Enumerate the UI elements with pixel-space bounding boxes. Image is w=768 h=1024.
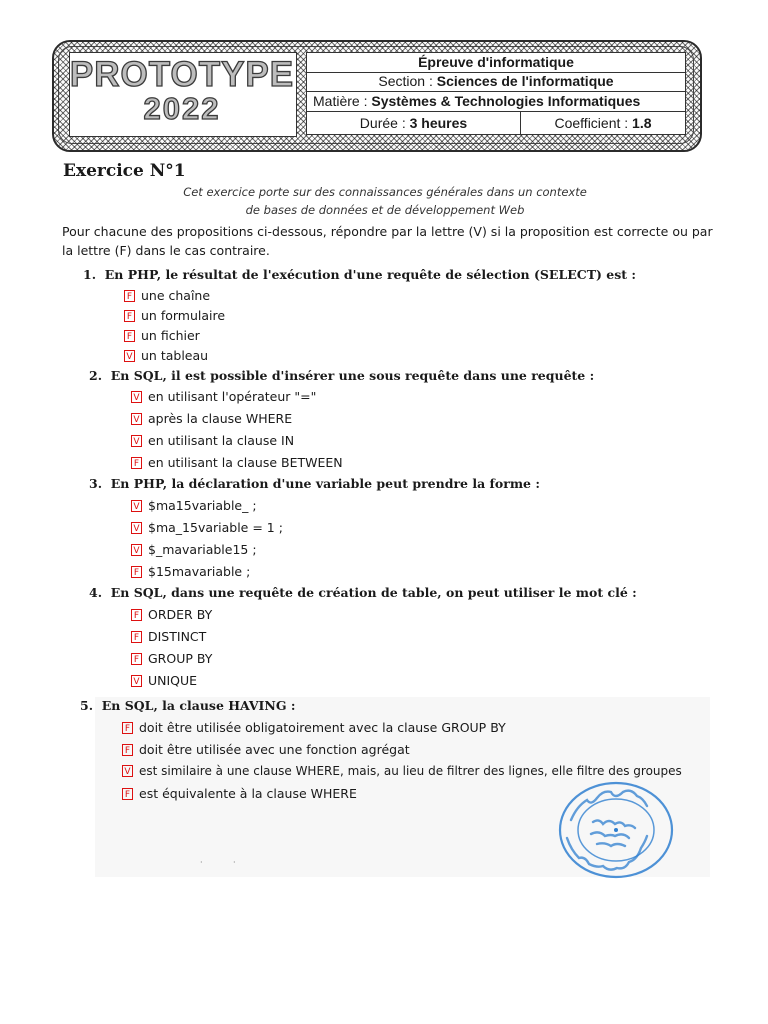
option-2-3 <box>131 433 294 448</box>
option-5-3 <box>122 764 682 778</box>
answer-box[interactable]: V <box>131 544 142 556</box>
matiere-value: Systèmes & Technologies Informatiques <box>371 93 641 109</box>
question-1 <box>83 267 636 282</box>
option-text: est similaire à une clause WHERE, mais, au lieu de filtrer des lignes, elle filtre des groupes <box>139 764 682 778</box>
option-4-3 <box>131 651 212 666</box>
option-2-4 <box>131 455 343 470</box>
question-text: En PHP, le résultat de l'exécution d'une requête de sélection (SELECT) est : <box>104 267 637 282</box>
question-text: En SQL, la clause HAVING : <box>101 698 296 713</box>
option-text: ORDER BY <box>148 607 213 622</box>
question-number: 5. <box>80 698 94 713</box>
option-4-4 <box>131 673 197 688</box>
duree-label: Durée : <box>359 115 410 131</box>
option-text: UNIQUE <box>148 673 198 688</box>
option-text: $ma15variable_ ; <box>148 498 257 513</box>
answer-box[interactable]: F <box>131 653 142 665</box>
answer-box[interactable]: F <box>124 310 135 322</box>
answer-box[interactable]: V <box>131 413 142 425</box>
answer-box[interactable]: F <box>131 609 142 621</box>
option-text: $15mavariable ; <box>148 564 251 579</box>
section-value: Sciences de l'informatique <box>436 73 614 89</box>
instruction-line1: Pour chacune des propositions ci-dessous, répondre par la lettre (V) si la proposition est correcte ou par <box>62 224 713 239</box>
option-4-1 <box>131 607 212 622</box>
question-2 <box>89 368 594 383</box>
option-text: en utilisant l'opérateur "=" <box>148 389 317 404</box>
option-1-1 <box>124 288 210 303</box>
option-1-3 <box>124 328 200 343</box>
question-number: 2. <box>89 368 103 383</box>
answer-box[interactable]: V <box>122 765 133 777</box>
question-4 <box>89 585 637 600</box>
option-3-2 <box>131 520 283 535</box>
section-label: Section : <box>378 73 437 89</box>
instruction-line2: la lettre (F) dans le cas contraire. <box>62 243 270 258</box>
answer-box[interactable]: F <box>124 290 135 302</box>
exam-info-table <box>306 52 686 135</box>
answer-box[interactable]: F <box>131 631 142 643</box>
answer-box[interactable]: V <box>131 522 142 534</box>
option-text: en utilisant la clause IN <box>148 433 295 448</box>
option-text: en utilisant la clause BETWEEN <box>148 455 343 470</box>
option-text: est équivalente à la clause WHERE <box>139 786 357 801</box>
question-number: 3. <box>89 476 103 491</box>
coefficient-label: Coefficient : <box>554 115 633 131</box>
answer-box[interactable]: F <box>122 788 133 800</box>
option-2-2 <box>131 411 292 426</box>
exam-title: Épreuve d'informatique <box>307 53 685 73</box>
option-3-3 <box>131 542 257 557</box>
answer-box[interactable]: F <box>131 566 142 578</box>
exercise-intro-line2: de bases de données et de développement Web <box>245 203 525 217</box>
answer-box[interactable]: F <box>122 744 133 756</box>
option-text: un tableau <box>141 348 209 363</box>
duree-cell <box>307 112 521 134</box>
answer-box[interactable]: F <box>131 457 142 469</box>
exercise-intro-line1: Cet exercice porte sur des connaissances générales dans un contexte <box>183 185 587 199</box>
answer-box[interactable]: V <box>131 391 142 403</box>
question-number: 4. <box>89 585 103 600</box>
section-row <box>307 72 685 92</box>
option-1-4 <box>124 348 208 363</box>
answer-box[interactable]: F <box>124 330 135 342</box>
question-number: 1. <box>83 267 97 282</box>
option-5-1 <box>122 720 506 735</box>
question-text: En SQL, il est possible d'insérer une sous requête dans une requête : <box>110 368 595 383</box>
matiere-label: Matière : <box>313 93 372 109</box>
prototype-title: PROTOTYPE <box>69 55 295 94</box>
option-text: $ma_15variable = 1 ; <box>148 520 283 535</box>
question-text: En SQL, dans une requête de création de table, on peut utiliser le mot clé : <box>110 585 637 600</box>
official-stamp <box>557 780 675 880</box>
matiere-row <box>307 91 685 112</box>
option-3-1 <box>131 498 257 513</box>
question-5 <box>80 698 295 713</box>
option-4-2 <box>131 629 206 644</box>
question-text: En PHP, la déclaration d'une variable peut prendre la forme : <box>110 476 540 491</box>
duree-coef-row <box>307 112 685 134</box>
answer-box[interactable]: V <box>131 500 142 512</box>
coefficient-cell <box>521 112 685 134</box>
option-5-4 <box>122 786 357 801</box>
option-text: après la clause WHERE <box>148 411 293 426</box>
answer-box[interactable]: F <box>122 722 133 734</box>
option-text: un formulaire <box>141 308 226 323</box>
option-text: un fichier <box>141 328 200 343</box>
scan-specks: · · <box>200 858 236 867</box>
option-text: une chaîne <box>141 288 211 303</box>
coefficient-value: 1.8 <box>632 115 652 131</box>
prototype-year: 2022 <box>143 91 221 126</box>
exercise-title: Exercice N°1 <box>63 161 186 181</box>
option-text: doit être utilisée avec une fonction agrégat <box>139 742 410 757</box>
option-text: doit être utilisée obligatoirement avec la clause GROUP BY <box>139 720 506 735</box>
option-2-1 <box>131 389 316 404</box>
option-1-2 <box>124 308 225 323</box>
option-text: GROUP BY <box>148 651 213 666</box>
answer-box[interactable]: V <box>131 675 142 687</box>
option-3-4 <box>131 564 250 579</box>
option-text: $_mavariable15 ; <box>148 542 257 557</box>
question-3 <box>89 476 540 491</box>
duree-value: 3 heures <box>409 115 468 131</box>
option-5-2 <box>122 742 410 757</box>
answer-box[interactable]: V <box>124 350 135 362</box>
option-text: DISTINCT <box>148 629 207 644</box>
answer-box[interactable]: V <box>131 435 142 447</box>
